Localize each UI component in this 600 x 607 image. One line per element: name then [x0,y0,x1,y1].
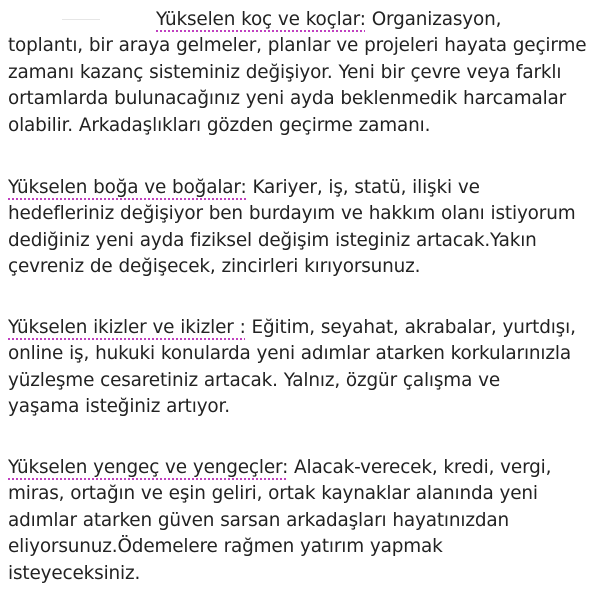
paragraph-line: miras, ortağın ve eşin geliri, ortak kaynaklar alanında yeni [8,483,538,505]
paragraph-line: yüzleşme cesaretiniz artacak. Yalnız, özgür çalışma ve [8,369,500,391]
paragraph-line: isteyeceksiniz. [8,562,141,584]
paragraph-line: Organizasyon, [365,9,502,30]
paragraph-line: yaşama isteğiniz artıyor. [8,396,230,418]
paragraph-line: Alacak-verecek, kredi, vergi, [288,457,552,478]
paragraph-line: hedefleriniz değişiyor ben burdayım ve hakkım olanı istiyorum [8,203,576,225]
paragraph-line: Kariyer, iş, statü, ilişki ve [246,177,480,198]
paragraph-heading: Yükselen yengeç ve yengeçler: [8,457,289,478]
paragraph-line: dediğiniz yeni ayda fiziksel değişim isteginiz artacak.Yakın [8,229,537,251]
paragraph-line: çevreniz de değişecek, zincirleri kırıyorsunuz. [8,256,421,278]
paragraph-yukselen-yengec [8,455,594,587]
paragraph-line: zamanı kazanç sisteminiz değişiyor. Yeni bir çevre veya farklı [8,61,562,83]
paragraph-heading: Yükselen koç ve koçlar: [156,9,366,30]
paragraph-yukselen-boga [8,175,594,281]
paragraph-first-line [8,175,594,201]
paragraph-yukselen-koc [8,7,594,139]
paragraph-line: Eğitim, seyahat, akrabalar, yurtdışı, [245,317,576,338]
paragraph-line: online iş, hukuki konularda yeni adımlar atarken korkularınızla [8,343,571,365]
paragraph-heading: Yükselen boğa ve boğalar: [8,177,247,198]
paragraph-first-line [8,455,594,481]
paragraph-line: ortamlarda bulunacağınız yeni ayda beklenmedik harcamalar [8,88,567,110]
paragraph-heading: Yükselen ikizler ve ikizler : [8,317,246,338]
paragraph-line: eliyorsunuz.Ödemelere rağmen yatırım yapmak [8,536,443,558]
paragraph-first-line [8,7,594,33]
paragraph-yukselen-ikizler [8,315,594,421]
paragraph-line: adımlar atarken güven sarsan arkadaşları hayatınızdan [8,509,509,531]
paragraph-first-line [8,315,594,341]
paragraph-line: toplantı, bir araya gelmeler, planlar ve projeleri hayata geçirme [8,35,587,57]
paragraph-line: olabilir. Arkadaşlıkları gözden geçirme zamanı. [8,114,431,136]
